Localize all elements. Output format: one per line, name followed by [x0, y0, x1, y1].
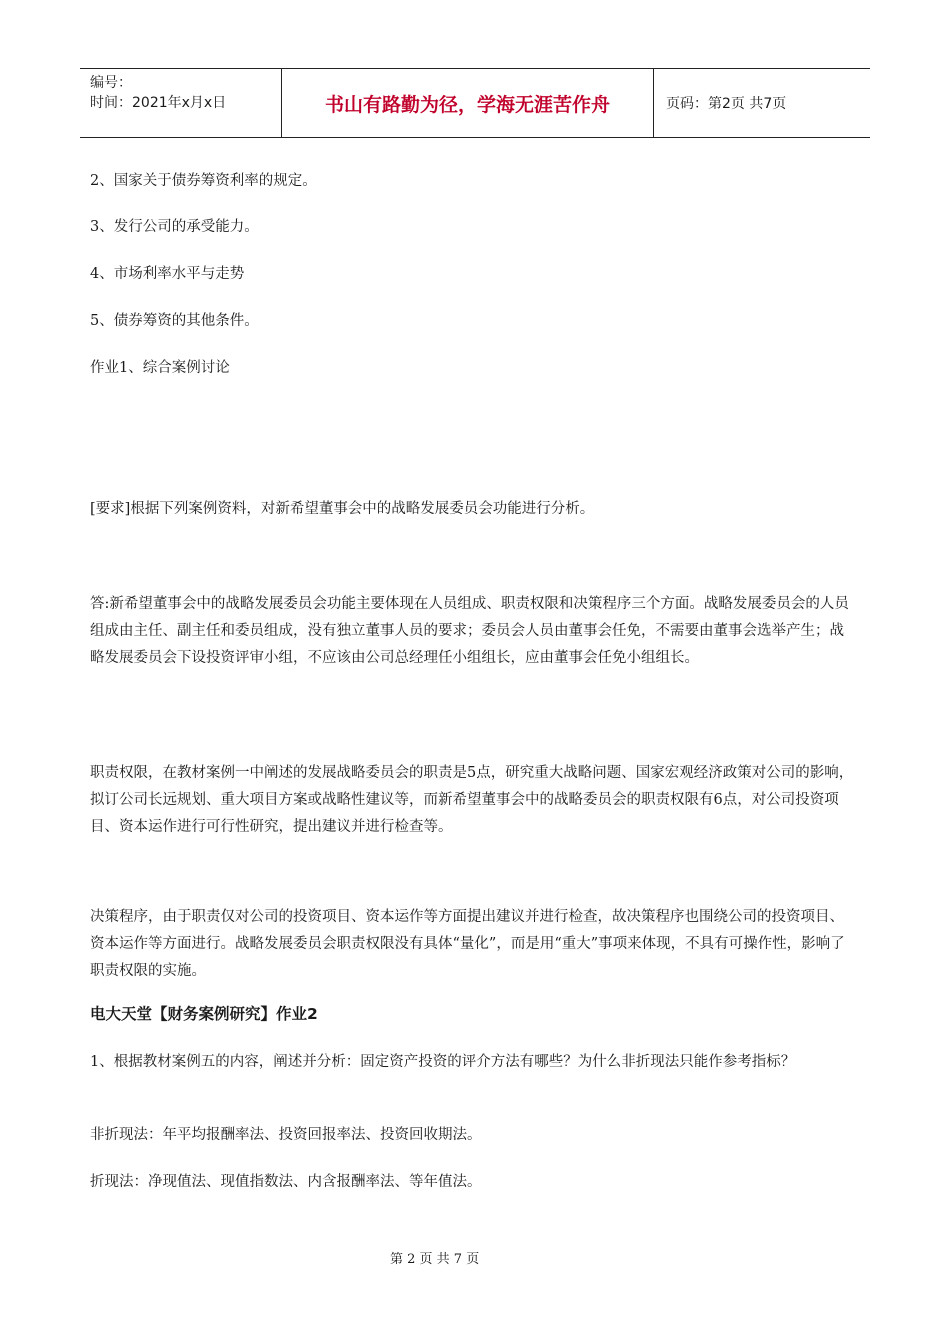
paragraph: 非折现法：年平均报酬率法、投资回报率法、投资回收期法。 — [90, 1127, 482, 1143]
page-header — [80, 68, 870, 138]
question-paragraph: 1、根据教材案例五的内容，阐述并分析：固定资产投资的评介方法有哪些？为什么非折现法只能作参考指标？ — [90, 1054, 796, 1070]
paragraph-duties: 职责权限，在教材案例一中阐述的发展战略委员会的职责是5点，研究重大战略问题、国家宏观经济政策对公司的影响，拟订公司长远规划、重大项目方案或战略性建议等，而新希望董事会中的战略委员会的职责权限有6点，对公司投资项目、资本运作进行可行性研究，提出建议并进行检查等。 — [90, 765, 854, 835]
section-heading: 作业1、综合案例讨论 — [90, 360, 230, 376]
paragraph: 4、市场利率水平与走势 — [90, 266, 245, 282]
paragraph-procedure: 决策程序，由于职责仅对公司的投资项目、资本运作等方面提出建议并进行检查，故决策程序也围绕公司的投资项目、资本运作等方面进行。战略发展委员会职责权限没有具体“量化”，而是用“重大”事项来体现，不具有可操作性，影响了职责权限的实施。 — [90, 909, 845, 979]
paragraph: 折现法：净现值法、现值指数法、内含报酬率法、等年值法。 — [90, 1174, 482, 1190]
header-page-number: 页码：第2页 共7页 — [666, 96, 787, 112]
page-footer: 第 2 页 共 7 页 — [390, 1252, 480, 1267]
document-number: 编号： — [90, 75, 132, 91]
requirement-paragraph: [要求]根据下列案例资料，对新希望董事会中的战略发展委员会功能进行分析。 — [90, 501, 595, 517]
paragraph: 3、发行公司的承受能力。 — [90, 219, 259, 235]
header-motto: 书山有路勤为径，学海无涯苦作舟 — [282, 69, 654, 137]
header-meta — [80, 69, 282, 137]
document-time: 时间：2021年x月x日 — [90, 95, 227, 111]
paragraph: 2、国家关于债券筹资利率的规定。 — [90, 173, 317, 189]
answer-paragraph: 答:新希望董事会中的战略发展委员会功能主要体现在人员组成、职责权限和决策程序三个方面。战略发展委员会的人员组成由主任、副主任和委员组成，没有独立董事人员的要求；委员会人员由董事会任免，不需要由董事会选举产生；战略发展委员会下设投资评审小组，不应该由公司总经理任小组组长，应由董事会任免小组组长。 — [90, 596, 849, 666]
paragraph: 5、债券筹资的其他条件。 — [90, 313, 259, 329]
assignment-title: 电大天堂【财务案例研究】作业2 — [90, 1005, 318, 1023]
